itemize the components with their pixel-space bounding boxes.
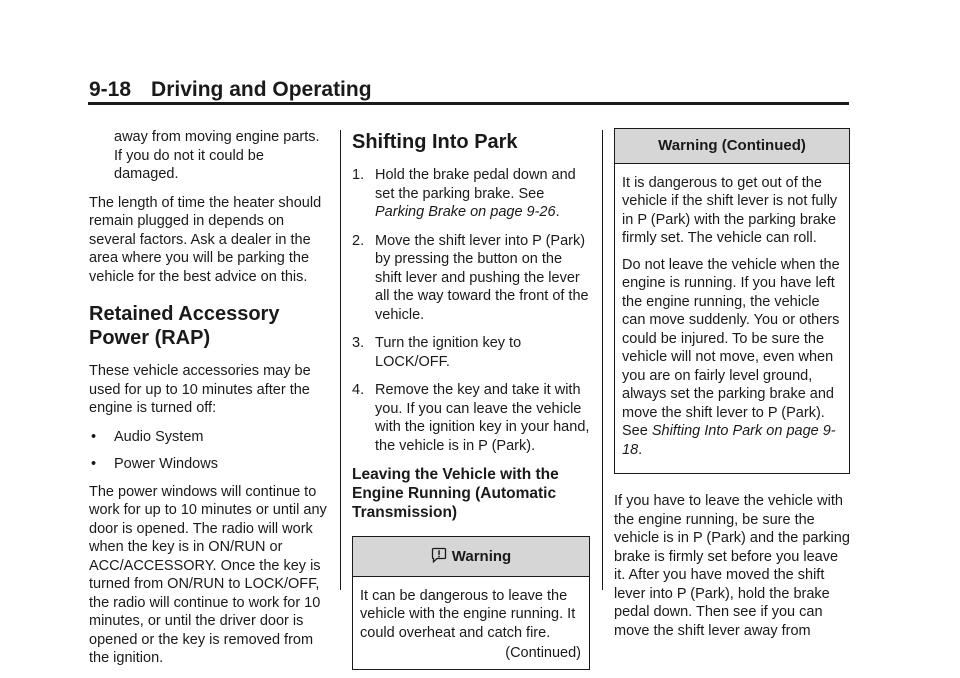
column-divider-left [340,130,341,590]
continued-label: (Continued) [505,645,581,661]
continued-text: away from moving engine parts. If you do not it could be damaged. [114,129,320,182]
bullet-item-audio [89,428,329,447]
rap-heading-line-1: Retained Accessory [89,303,280,325]
warning-continued-body [615,164,849,474]
warning-body [353,577,589,669]
rap-heading [89,302,329,350]
warning-continued-box [614,128,850,474]
warning-paragraph-2-end: . [638,441,643,458]
warning-icon [431,547,447,563]
steps-list [352,166,590,455]
column-divider-right [602,130,603,590]
step-item [352,166,590,222]
rap-body: The power windows will continue to work for up to 10 minutes or until any door is opened. The radio will work when the key is in ON/RUN or ACC/ACCESSORY. Once the key is turned from ON/RUN to LOCK/OFF, the radio will continue to work for 10 minutes, or until the driver door is opened or the key is removed from the ignition. [89,483,327,666]
step-number: 1. [352,167,365,183]
warning-paragraph-2 [622,256,841,460]
warning-paragraph-1: It is dangerous to get out of the vehicle if the shift lever is not fully in P (Park) with the parking brake firmly set. The vehicle can roll. [622,174,838,246]
column-1 [89,128,329,678]
bullet-label: Power Windows [114,456,218,472]
header-rule [88,102,849,105]
step-text: Remove the key and take it with you. If you can leave the vehicle with the ignition key in your hand, the vehicle is in P (Park). [375,382,590,454]
step-item [352,232,590,325]
warning-box [352,536,590,670]
bullet-label: Audio System [114,428,204,445]
cross-reference-link[interactable]: Shifting Into Park on page 9-18 [622,423,836,458]
step-text-end: . [555,204,560,220]
warning-continued-title: Warning (Continued) [615,129,849,164]
bullet-glyph: • [91,428,97,445]
leaving-vehicle-paragraph: If you have to leave the vehicle with the engine running, be sure the vehicle is in P (Park) and the parking brake is firmly set before you leave it. After you have moved the shift lever into P (Park), hold the brake pedal down. Then see if you can move the shift lever away from [614,493,850,639]
page-number: 9-18 [89,78,132,101]
step-number: 4. [352,382,365,398]
warning-title [353,537,589,577]
column-2 [352,128,590,670]
step-item [352,381,590,455]
warning-text: It can be dangerous to leave the vehicle with the engine running. It could overheat and catch fire. [360,587,576,641]
step-text: Turn the ignition key to LOCK/OFF. [375,335,522,370]
step-number: 2. [352,232,365,249]
step-text: Hold the brake pedal down and set the parking brake. See [375,167,576,202]
cross-reference-link[interactable]: Parking Brake on page 9-26 [375,204,556,220]
column-3 [614,128,850,650]
bullet-item-windows [89,455,329,474]
warning-paragraph-2-text: Do not leave the vehicle when the engine is running. If you have left the engine running, the vehicle can move suddenly. You or others could be injured. To be sure the vehicle will not move, even when you are on fairly level ground, always set the parking brake and move the shift lever to P (Park). See [622,256,840,439]
step-number: 3. [352,335,365,351]
bullet-glyph: • [91,456,97,472]
step-item [352,334,590,371]
rap-heading-line-2: Power (RAP) [89,327,211,349]
step-text: Move the shift lever into P (Park) by pressing the button on the shift lever and pushing the lever all the way toward the front of the vehicle. [375,232,589,323]
heater-paragraph: The length of time the heater should remain plugged in depends on several factors. Ask a dealer in the area where you will be parking the vehicle for the best advice on this. [89,194,322,285]
leaving-vehicle-subheading: Leaving the Vehicle with the Engine Running (Automatic Transmission) [352,466,559,521]
page-header [89,78,372,102]
warning-title-text: Warning [451,548,512,565]
shifting-heading: Shifting Into Park [352,131,518,153]
rap-intro: These vehicle accessories may be used for up to 10 minutes after the engine is turned off: [89,363,311,416]
section-title: Driving and Operating [151,78,372,101]
